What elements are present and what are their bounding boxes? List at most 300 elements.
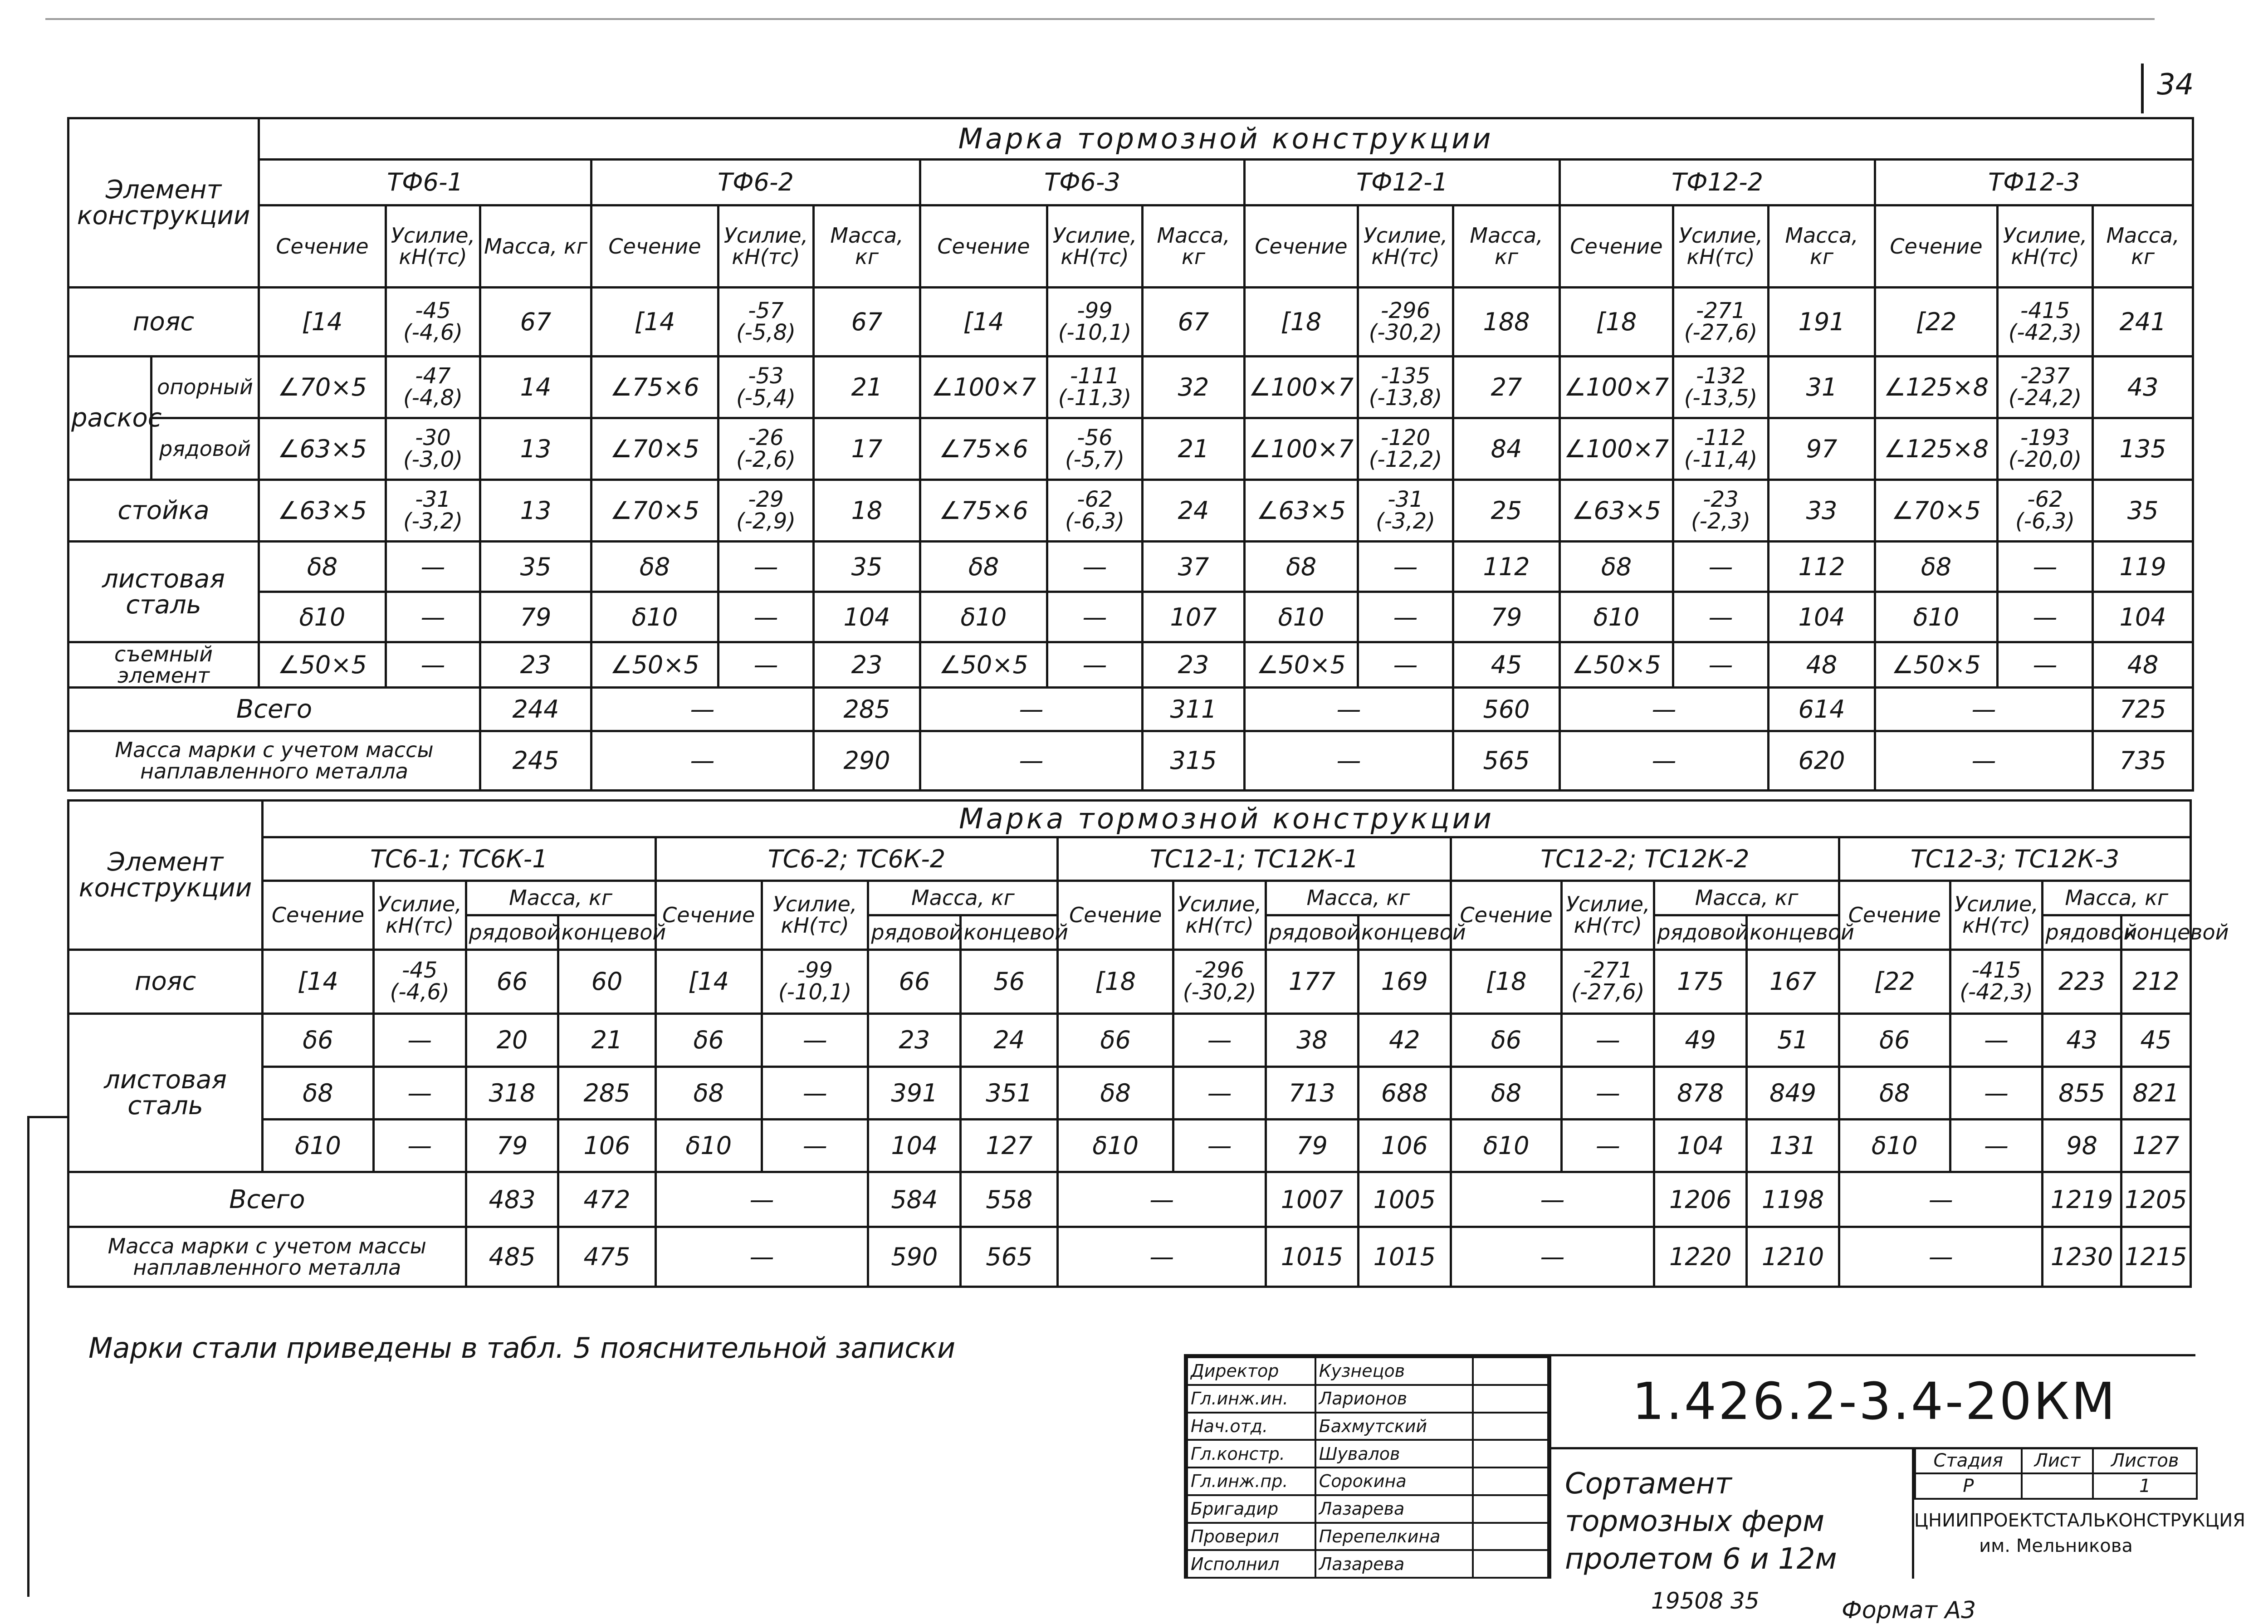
- cell2-force: —: [1173, 1066, 1266, 1119]
- cell-section: ∠50×5: [591, 642, 719, 688]
- cell-section: [18: [1245, 288, 1358, 356]
- cell-force-kn: -57: [748, 298, 784, 323]
- cell2-dash: —: [655, 1172, 868, 1227]
- cell2-section: δ6: [1451, 1014, 1562, 1066]
- cell-mass: 67: [814, 288, 920, 356]
- subhdr2-section: Сечение: [655, 880, 762, 949]
- cell-section: ∠75×6: [920, 418, 1047, 479]
- cell-force: —: [1358, 542, 1453, 592]
- cell-force: [1358, 480, 1453, 542]
- cell-force: [1358, 288, 1453, 356]
- subhdr-mass: Масса, кг: [1769, 205, 1875, 288]
- cell-force-kn: -23: [1703, 487, 1739, 513]
- staff-name: Ларионов: [1315, 1385, 1473, 1413]
- cell2-konc: 60: [558, 949, 655, 1014]
- cell-force-value: [1684, 300, 1758, 343]
- cell-section: δ10: [920, 592, 1047, 642]
- subhdr-section: Сечение: [920, 205, 1047, 288]
- cell2-section: δ10: [655, 1119, 762, 1172]
- subhdr2-konc: концевой: [558, 915, 655, 949]
- cell-force: [719, 288, 814, 356]
- cell2-konc: 51: [1747, 1014, 1839, 1066]
- subhdr2-konc: концевой: [961, 915, 1058, 949]
- cell-dash: —: [591, 731, 814, 790]
- cell-mass: 112: [1453, 542, 1560, 592]
- subhdr2-mass: Масса, кг: [2043, 880, 2191, 915]
- subhdr-section: Сечение: [259, 205, 386, 288]
- cell-mass: 104: [2093, 592, 2193, 642]
- cell-force-kn: -193: [2020, 425, 2070, 450]
- cell2-force-kn: -45: [401, 958, 438, 983]
- cell-force-value: [1058, 300, 1132, 343]
- brand-header-2: Марка тормозной конструкции: [263, 801, 2191, 837]
- cell-force-value: [736, 300, 796, 343]
- cell2-ryad: 49: [1654, 1014, 1747, 1066]
- cell-section: ∠63×5: [1245, 480, 1358, 542]
- cell-mass: 188: [1453, 288, 1560, 356]
- staff-name: Сорокина: [1315, 1467, 1473, 1495]
- cell-force-tc: (-24,2): [2008, 385, 2082, 411]
- cell-force: [386, 418, 480, 479]
- cell2-ryad-total: 1206: [1654, 1172, 1747, 1227]
- cell-force-kn: -29: [748, 487, 784, 513]
- staff-role: Проверил: [1187, 1523, 1315, 1551]
- cell-force: [386, 480, 480, 542]
- cell-force: —: [386, 592, 480, 642]
- cell-force-value: [2015, 489, 2075, 532]
- staff-role: Исполнил: [1187, 1550, 1315, 1578]
- cell2-force: [1950, 949, 2043, 1014]
- cell-force-value: [1691, 489, 1750, 532]
- cell-mass: 23: [1143, 642, 1245, 688]
- cell-force-value: [736, 489, 796, 532]
- subhdr2-konc: концевой: [1747, 915, 1839, 949]
- cell2-ryad: 38: [1266, 1014, 1359, 1066]
- cell2-ryad: 177: [1266, 949, 1359, 1014]
- cell2-force: —: [1562, 1066, 1654, 1119]
- cell2-force: —: [373, 1119, 466, 1172]
- cell2-konc: 688: [1358, 1066, 1451, 1119]
- title-block: [1184, 1354, 2245, 1579]
- cell2-section: δ6: [1058, 1014, 1173, 1066]
- cell2-ryad: 98: [2043, 1119, 2121, 1172]
- cell-force-value: [2009, 300, 2082, 343]
- cell-section: ∠50×5: [1245, 642, 1358, 688]
- cell-mass-total: 560: [1453, 687, 1560, 731]
- cell-mass: 97: [1769, 418, 1875, 479]
- cell-mass: 37: [1143, 542, 1245, 592]
- cell-force-kn: -62: [1077, 487, 1113, 513]
- cell2-force: —: [1950, 1066, 2043, 1119]
- subhdr-force: Усилие, кН(тс): [1047, 205, 1143, 288]
- cell-force-tc: (-3,2): [403, 509, 463, 534]
- cell-force-value: [2009, 427, 2082, 470]
- left-margin-tick: [27, 1116, 68, 1118]
- cell2-force: —: [1173, 1014, 1266, 1066]
- row-label-poyas-2: пояс: [68, 949, 263, 1014]
- cell-force: [1047, 480, 1143, 542]
- cell-force-value: [403, 427, 463, 470]
- cell-force: [1047, 288, 1143, 356]
- cell2-konc-total: 1215: [2121, 1227, 2190, 1287]
- stage-block: [1912, 1447, 2245, 1579]
- cell-dash: —: [920, 687, 1143, 731]
- cell-section: ∠100×7: [1245, 418, 1358, 479]
- cell-force-kn: -111: [1070, 363, 1119, 389]
- document-code: 1.426.2-3.4-20КМ: [1549, 1356, 2198, 1449]
- subhdr2-konc: концевой: [1358, 915, 1451, 949]
- cell-force-value: [1369, 300, 1442, 343]
- subhdr2-mass: Масса, кг: [868, 880, 1058, 915]
- cell-force: [1673, 356, 1769, 418]
- cell-force-kn: -120: [1381, 425, 1430, 450]
- cell-force-tc: (-13,8): [1369, 385, 1442, 411]
- top-border-line: [45, 18, 2155, 20]
- cell2-konc: 21: [558, 1014, 655, 1066]
- cell-force-kn: -415: [2020, 298, 2070, 323]
- cell2-ryad-total: 485: [466, 1227, 558, 1287]
- element-header-2: Элемент конструкции: [68, 801, 263, 950]
- cell-section: δ8: [591, 542, 719, 592]
- subhdr2-force: Усилие, кН(тс): [1950, 880, 2043, 949]
- cell-mass: 67: [1143, 288, 1245, 356]
- cell2-dash: —: [1839, 1227, 2043, 1287]
- staff-name: Кузнецов: [1315, 1357, 1473, 1385]
- cell2-dash: —: [1058, 1227, 1266, 1287]
- cell-mass: 14: [480, 356, 591, 418]
- cell-section: ∠100×7: [1560, 356, 1673, 418]
- element-header: Элемент конструкции: [68, 118, 259, 288]
- cell-force: —: [1358, 592, 1453, 642]
- cell-mass: 104: [814, 592, 920, 642]
- cell-force-tc: (-3,0): [403, 446, 463, 472]
- cell-force-kn: -56: [1077, 425, 1113, 450]
- cell-force-tc: (-2,9): [736, 509, 796, 534]
- row-label-ryadovoi: рядовой: [152, 418, 259, 479]
- cell2-force: —: [762, 1066, 868, 1119]
- cell-mass: 31: [1769, 356, 1875, 418]
- staff-role: Нач.отд.: [1187, 1413, 1315, 1440]
- subhdr-mass: Масса, кг: [480, 205, 591, 288]
- cell2-konc-total: 1015: [1358, 1227, 1451, 1287]
- cell-force-kn: -47: [415, 363, 451, 389]
- cell2-force: —: [373, 1066, 466, 1119]
- cell2-konc: 169: [1358, 949, 1451, 1014]
- cell-dash: —: [1560, 731, 1769, 790]
- cell2-force-tc: (-10,1): [778, 979, 852, 1005]
- cell-force: —: [1998, 542, 2093, 592]
- document-title: Сортамент тормозных ферм пролетом 6 и 12м: [1549, 1447, 1912, 1579]
- sheet-label: Лист: [2022, 1448, 2093, 1473]
- subhdr2-force: Усилие, кН(тс): [373, 880, 466, 949]
- cell2-force-tc: (-42,3): [1960, 979, 2033, 1005]
- cell-force-tc: (-30,2): [1369, 319, 1442, 345]
- cell2-section: δ10: [263, 1119, 374, 1172]
- cell2-konc-total: 558: [961, 1172, 1058, 1227]
- cell-force-tc: (-4,6): [403, 319, 463, 345]
- brand-header: Марка тормозной конструкции: [259, 118, 2193, 160]
- subhdr2-mass: Масса, кг: [466, 880, 655, 915]
- cell-force-tc: (-42,3): [2008, 319, 2082, 345]
- subhdr-section: Сечение: [591, 205, 719, 288]
- cell2-ryad: 223: [2043, 949, 2121, 1014]
- cell-force-value: [736, 365, 796, 409]
- cell-section: ∠63×5: [259, 480, 386, 542]
- cell2-force-value: [1960, 959, 2033, 1003]
- cell2-force-kn: -415: [1971, 958, 2021, 983]
- cell2-konc: 127: [2121, 1119, 2190, 1172]
- cell-dash: —: [1875, 687, 2093, 731]
- row-label-stoika: стойка: [68, 480, 259, 542]
- cell-force: [386, 356, 480, 418]
- cell-force-tc: (-2,6): [736, 446, 796, 472]
- cell-force: [1047, 356, 1143, 418]
- subhdr-section: Сечение: [1560, 205, 1673, 288]
- cell-force: [1998, 356, 2093, 418]
- cell-force: —: [386, 542, 480, 592]
- subhdr-mass: Масса, кг: [2093, 205, 2193, 288]
- cell-dash: —: [1875, 731, 2093, 790]
- cell-force-kn: -53: [748, 363, 784, 389]
- cell-section: [22: [1875, 288, 1998, 356]
- cell-mass-total: 285: [814, 687, 920, 731]
- stage-value: Р: [1915, 1473, 2022, 1499]
- cell2-force-tc: (-4,6): [390, 979, 450, 1005]
- sheets-label: Листов: [2093, 1448, 2197, 1473]
- subhdr2-ryad: рядовой: [1266, 915, 1359, 949]
- cell-section: [14: [259, 288, 386, 356]
- cell-force: [1673, 480, 1769, 542]
- subhdr2-mass: Масса, кг: [1266, 880, 1451, 915]
- cell2-force-kn: -271: [1583, 958, 1633, 983]
- staff-signature: [1473, 1550, 1548, 1578]
- cell-force-kn: -31: [1388, 487, 1423, 513]
- cell2-force: [373, 949, 466, 1014]
- subhdr2-force: Усилие, кН(тс): [762, 880, 868, 949]
- cell-force-tc: (-11,4): [1684, 446, 1758, 472]
- cell2-force: —: [1562, 1014, 1654, 1066]
- cell2-ryad: 66: [466, 949, 558, 1014]
- cell-force: [1673, 418, 1769, 479]
- cell-section: δ8: [1560, 542, 1673, 592]
- cell2-force: —: [762, 1014, 868, 1066]
- cell-force-tc: (-10,1): [1058, 319, 1132, 345]
- cell2-konc: 285: [558, 1066, 655, 1119]
- cell2-force: —: [762, 1119, 868, 1172]
- left-margin-line: [27, 1116, 29, 1597]
- cell2-section: δ10: [1451, 1119, 1562, 1172]
- cell-section: ∠63×5: [1560, 480, 1673, 542]
- cell-mass: 33: [1769, 480, 1875, 542]
- brand-2: ТФ6-3: [920, 159, 1245, 205]
- cell-section: δ8: [259, 542, 386, 592]
- cell-section: δ10: [1560, 592, 1673, 642]
- cell2-section: δ6: [263, 1014, 374, 1066]
- cell2-section: δ8: [263, 1066, 374, 1119]
- cell2-section: [18: [1058, 949, 1173, 1014]
- staff-signature: [1473, 1385, 1548, 1413]
- cell-force-value: [1065, 489, 1124, 532]
- cell-force: [1998, 418, 2093, 479]
- cell-mass: 23: [814, 642, 920, 688]
- subhdr2-section: Сечение: [1839, 880, 1950, 949]
- staff-signature: [1473, 1523, 1548, 1551]
- cell-force: [1998, 480, 2093, 542]
- brand2-0: ТС6-1; ТС6К-1: [263, 837, 655, 880]
- cell-section: ∠75×6: [920, 480, 1047, 542]
- row-label-massa-marki: Масса марки с учетом массы наплавленного металла: [68, 731, 480, 790]
- cell-section: ∠125×8: [1875, 418, 1998, 479]
- subhdr2-ryad: рядовой: [868, 915, 961, 949]
- cell2-ryad-total: 1007: [1266, 1172, 1359, 1227]
- sheets-value: 1: [2093, 1473, 2197, 1499]
- cell-mass-total: 725: [2093, 687, 2193, 731]
- cell-mass: 17: [814, 418, 920, 479]
- subhdr-force: Усилие, кН(тс): [1998, 205, 2093, 288]
- cell2-ryad: 391: [868, 1066, 961, 1119]
- staff-signature: [1473, 1467, 1548, 1495]
- cell-force: —: [719, 592, 814, 642]
- cell2-ryad-total: 1220: [1654, 1227, 1747, 1287]
- cell-force: [1047, 418, 1143, 479]
- brand2-4: ТС12-3; ТС12К-3: [1839, 837, 2190, 880]
- row-label-opornyi: опорный: [152, 356, 259, 418]
- cell-force-tc: (-6,3): [1065, 509, 1125, 534]
- cell-section: [18: [1560, 288, 1673, 356]
- subhdr-force: Усилие, кН(тс): [719, 205, 814, 288]
- cell-mass: 13: [480, 480, 591, 542]
- cell-force: —: [386, 642, 480, 688]
- table-truss-tc: [67, 799, 2229, 1288]
- cell-force: —: [1358, 642, 1453, 688]
- brand-5: ТФ12-3: [1875, 159, 2193, 205]
- cell2-force-kn: -99: [797, 958, 833, 983]
- cell-force-value: [403, 365, 463, 409]
- cell2-konc-total: 475: [558, 1227, 655, 1287]
- cell-section: [14: [920, 288, 1047, 356]
- cell-mass: 13: [480, 418, 591, 479]
- cell-mass: 135: [2093, 418, 2193, 479]
- cell-force: —: [1673, 542, 1769, 592]
- cell2-section: δ8: [1451, 1066, 1562, 1119]
- cell-force-value: [1065, 427, 1124, 470]
- cell-section: ∠70×5: [591, 418, 719, 479]
- cell-mass: 35: [480, 542, 591, 592]
- cell2-force-value: [778, 959, 852, 1003]
- cell-section: ∠100×7: [1560, 418, 1673, 479]
- cell-mass-total: 290: [814, 731, 920, 790]
- cell-mass: 84: [1453, 418, 1560, 479]
- cell-force-value: [1684, 365, 1758, 409]
- cell-mass-total: 315: [1143, 731, 1245, 790]
- cell-section: δ10: [1875, 592, 1998, 642]
- cell-force-kn: -237: [2020, 363, 2070, 389]
- cell2-force-value: [390, 959, 450, 1003]
- cell-force: —: [1047, 542, 1143, 592]
- cell2-konc: 42: [1358, 1014, 1451, 1066]
- cell2-force-tc: (-30,2): [1183, 979, 1256, 1005]
- staff-role: Бригадир: [1187, 1495, 1315, 1523]
- cell-force-kn: -135: [1381, 363, 1430, 389]
- cell-section: ∠100×7: [920, 356, 1047, 418]
- cell-dash: —: [920, 731, 1143, 790]
- staff-signatures: [1186, 1356, 1549, 1579]
- row-label-massa-marki-2: Масса марки с учетом массы наплавленного металла: [68, 1227, 466, 1287]
- staff-signature: [1473, 1440, 1548, 1467]
- cell-mass-total: 245: [480, 731, 591, 790]
- cell-mass: 79: [480, 592, 591, 642]
- cell-mass: 191: [1769, 288, 1875, 356]
- cell-force: —: [1047, 642, 1143, 688]
- cell2-konc: 167: [1747, 949, 1839, 1014]
- cell-force: —: [1998, 642, 2093, 688]
- cell2-ryad-total: 1230: [2043, 1227, 2121, 1287]
- cell2-force-kn: -296: [1195, 958, 1245, 983]
- cell2-konc-total: 565: [961, 1227, 1058, 1287]
- cell2-konc: 45: [2121, 1014, 2190, 1066]
- row-label-vsego-2: Всего: [68, 1172, 466, 1227]
- cell-force: [1673, 288, 1769, 356]
- cell2-konc-total: 1205: [2121, 1172, 2190, 1227]
- subhdr-section: Сечение: [1245, 205, 1358, 288]
- cell2-konc: 106: [1358, 1119, 1451, 1172]
- cell2-force: [1562, 949, 1654, 1014]
- subhdr2-section: Сечение: [1451, 880, 1562, 949]
- cell-section: ∠125×8: [1875, 356, 1998, 418]
- cell-section: ∠50×5: [920, 642, 1047, 688]
- cell-force-value: [1369, 365, 1442, 409]
- cell-mass: 67: [480, 288, 591, 356]
- cell2-ryad: 878: [1654, 1066, 1747, 1119]
- cell2-ryad: 23: [868, 1014, 961, 1066]
- cell-mass-total: 311: [1143, 687, 1245, 731]
- cell2-section: [14: [263, 949, 374, 1014]
- stage-label: Стадия: [1915, 1448, 2022, 1473]
- brand2-1: ТС6-2; ТС6К-2: [655, 837, 1058, 880]
- row-label-vsego: Всего: [68, 687, 480, 731]
- cell-dash: —: [591, 687, 814, 731]
- staff-signature: [1473, 1495, 1548, 1523]
- cell2-konc: 56: [961, 949, 1058, 1014]
- cell2-section: δ10: [1058, 1119, 1173, 1172]
- cell-mass-total: 614: [1769, 687, 1875, 731]
- cell2-force: —: [1173, 1119, 1266, 1172]
- cell-mass-total: 620: [1769, 731, 1875, 790]
- cell-force-value: [1058, 365, 1132, 409]
- cell-section: ∠50×5: [1560, 642, 1673, 688]
- cell-mass: 48: [1769, 642, 1875, 688]
- cell-force: [1998, 288, 2093, 356]
- cell2-section: δ10: [1839, 1119, 1950, 1172]
- cell-dash: —: [1245, 731, 1453, 790]
- staff-role: Гл.инж.ин.: [1187, 1385, 1315, 1413]
- cell-force-kn: -62: [2027, 487, 2063, 513]
- cell2-ryad: 79: [1266, 1119, 1359, 1172]
- cell-section: δ10: [1245, 592, 1358, 642]
- row-label-roskos: раскос: [68, 356, 152, 479]
- cell-force-tc: (-5,7): [1065, 446, 1125, 472]
- cell-section: δ10: [591, 592, 719, 642]
- cell-force-tc: (-20,0): [2008, 446, 2082, 472]
- subhdr-mass: Масса, кг: [1143, 205, 1245, 288]
- cell2-konc: 212: [2121, 949, 2190, 1014]
- cell2-ryad: 104: [868, 1119, 961, 1172]
- cell-mass: 104: [1769, 592, 1875, 642]
- staff-name: Бахмутский: [1315, 1413, 1473, 1440]
- cell-section: ∠100×7: [1245, 356, 1358, 418]
- subhdr2-ryad: рядовой: [2043, 915, 2121, 949]
- cell-section: ∠75×6: [591, 356, 719, 418]
